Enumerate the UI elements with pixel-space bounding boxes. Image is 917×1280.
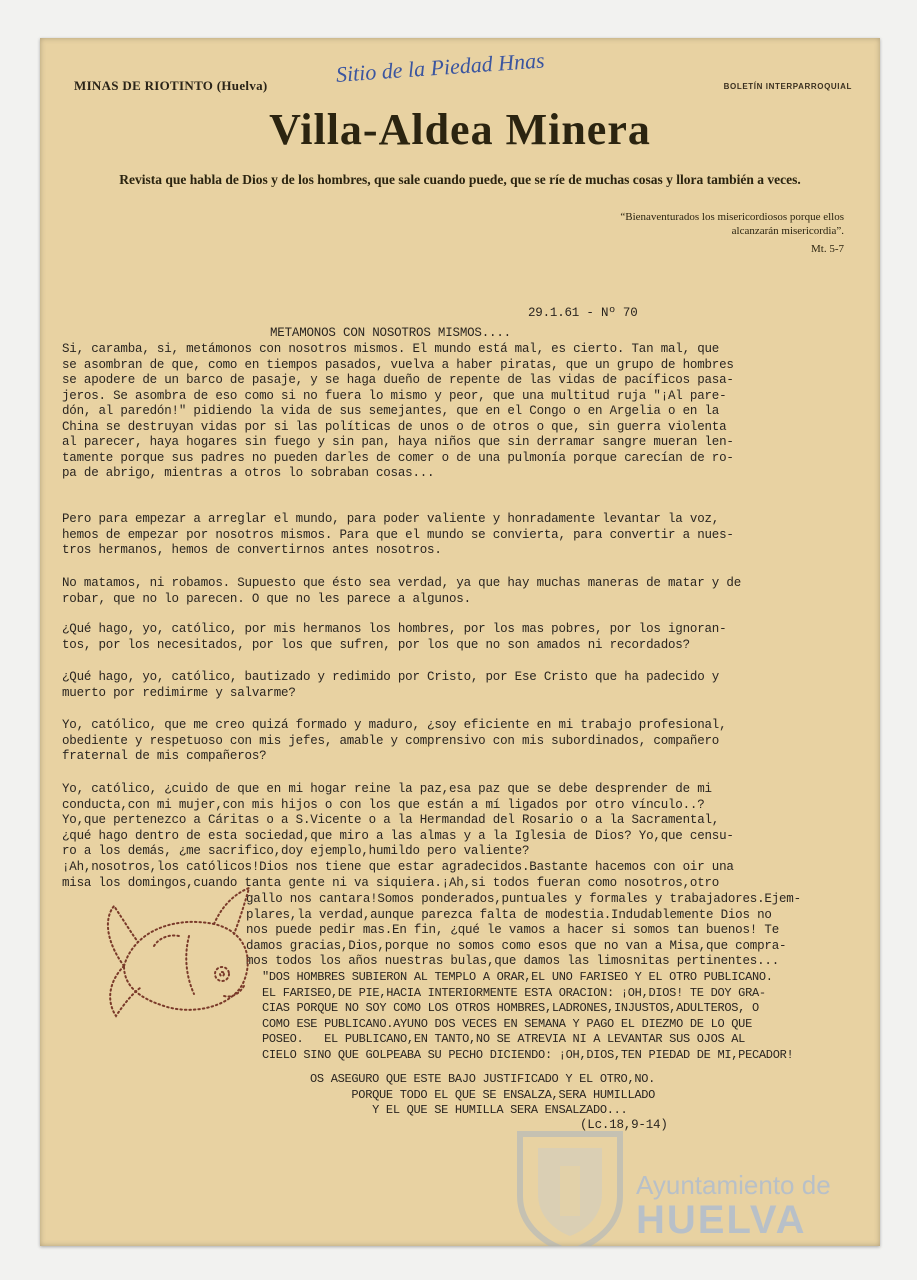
document-page [40, 38, 880, 1246]
coat-of-arms-watermark-icon [510, 1126, 630, 1246]
paragraph-4: ¿Qué hago, yo, católico, por mis hermanos los hombres, por los mas pobres, por los ignoran- tos, por los necesitados, por los que sufren, por los que no son amados ni recordados? [62, 622, 727, 652]
handwritten-note: Sitio de la Piedad Hnas [335, 47, 546, 87]
masthead-tagline: Revista que habla de Dios y de los hombres, que sale cuando puede, que se ríe de muchas cosas y llora también a veces. [119, 172, 801, 187]
epigraph-quote [584, 210, 844, 256]
paragraph-7: Yo, católico, ¿cuido de que en mi hogar reine la paz,esa paz que se debe desprender de mi conducta,con mi mujer,con mis hijos o con los que están a mí ligados por otro vínculo..? Yo,que pertenezco a Cáritas o a S.Vicente o a la Hermandad del Rosario o a la Sacramental, ¿qué hago dentro de esta sociedad,que miro a las almas y a la Iglesia de Dios? Yo,que censu- ro a los demás, ¿me sacrifico,doy ejemplo,humildo pero valiente? [62, 782, 734, 858]
paragraph-6: Yo, católico, que me creo quizá formado y maduro, ¿soy eficiente en mi trabajo profesional, obediente y respetuoso con mis jefes, amable y comprensivo con mis subordinados, compañero fraternal de mis compañeros? [62, 718, 727, 763]
gospel-passage: "DOS HOMBRES SUBIERON AL TEMPLO A ORAR,EL UNO FARISEO Y EL OTRO PUBLICANO. EL FARISEO,DE PIE,HACIA INTERIORMENTE ESTA ORACION: ¡OH,DIOS! TE DOY GRA- CIAS PORQUE NO SOY COMO LOS OTROS HOMBRES,LADRONES,INJUSTOS,ADULTEROS, O COMO ESE PUBLICANO.AYUNO DOS VECES EN SEMANA Y PAGO EL DIEZMO DE LO QUE POSEO. EL PUBLICANO,EN TANTO,NO SE ATREVIA NI A LEVANTAR SUS OJOS AL CIELO SINO QUE GOLPEABA SU PECHO DICIENDO: ¡OH,DIOS,TEN PIEDAD DE MI,PECADOR! [262, 970, 794, 1062]
paragraph-3: No matamos, ni robamos. Supuesto que ésto sea verdad, ya que hay muchas maneras de matar y de robar, que no lo parecen. O que no les parece a algunos. [62, 576, 742, 606]
paragraph-8-start: ¡Ah,nosotros,los católicos!Dios nos tiene que estar agradecidos.Bastante hacemos con oir una misa los domingos,cuando tanta gente ni va siquiera.¡Ah,si todos fueran como nosotros,otro [62, 860, 734, 890]
article-title: METAMONOS CON NOSOTROS MISMOS.... [270, 326, 511, 340]
epigraph-reference: Mt. 5-7 [811, 243, 844, 255]
closing-text: OS ASEGURO QUE ESTE BAJO JUSTIFICADO Y EL OTRO,NO. PORQUE TODO EL QUE SE ENSALZA,SERA HUMILLADO Y EL QUE SE HUMILLA SERA ENSALZADO... [310, 1072, 656, 1117]
place-heading: MINAS DE RIOTINTO (Huelva) [74, 78, 268, 93]
bulletin-label: BOLETÍN INTERPARROQUIAL [723, 82, 852, 91]
paragraph-5: ¿Qué hago, yo, católico, bautizado y redimido por Cristo, por Ese Cristo que ha padecido y muerto por redimirme y salvarme? [62, 670, 720, 700]
watermark-line-2: HUELVA [636, 1198, 807, 1242]
watermark-line-1: Ayuntamiento de [636, 1170, 831, 1200]
epigraph-text: “Bienaventurados los misericordiosos porque ellos alcanzarán misericordia”. [620, 211, 844, 237]
paragraph-2: Pero para empezar a arreglar el mundo, para poder valiente y honradamente levantar la voz, hemos de empezar por nosotros mismos. Para que el mundo se convierta, para convertir a nues- tros hermanos, hemos de convertirnos antes nosotros. [62, 512, 734, 557]
paragraph-8-end: gallo nos cantara!Somos ponderados,puntuales y formales y trabajadores.Ejem- plares,la verdad,aunque parezca falta de modestia.Indudablemente Dios no nos puede pedir mas.En fin, ¿qué le vamos a hacer si somos tan buenos! Te damos gracias,Dios,porque no somos como esos que no van a Misa,que compra- mos todos los años nuestras bulas,que damos las limosnitas pertinentes... [246, 892, 801, 968]
closing-reference: (Lc.18,9-14) [580, 1118, 668, 1132]
masthead-title: Villa-Aldea Minera [269, 105, 651, 154]
fish-drawing-icon [94, 876, 264, 1026]
paragraph-1: Si, caramba, si, metámonos con nosotros mismos. El mundo está mal, es cierto. Tan mal, que se asombran de que, como en tiempos pasados, vuelva a haber piratas, que un grupo de hombres se apodere de un barco de pasaje, y se haga dueño de repente de las vidas de pacíficos pasa- jeros. Se asombra de eso como si no fuera lo mismo y peor, que una multitud ruja "¡Al pare- dón, al paredón!" pidiendo la vida de sus semejantes, que en el Congo o en Argelia o en la China se destruyan vidas por si las políticas de unos o de otros o que, sin guerra violenta al parecer, haya hogares sin fuego y sin pan, haya niños que sin derramar sangre mueran len- tamente porque sus padres no pueden darles de comer o de una pulmonía porque carecían de ro- pa de abrigo, mientras a otros lo sobraban cosas... [62, 342, 734, 480]
issue-dateline: 29.1.61 - Nº 70 [528, 306, 638, 320]
